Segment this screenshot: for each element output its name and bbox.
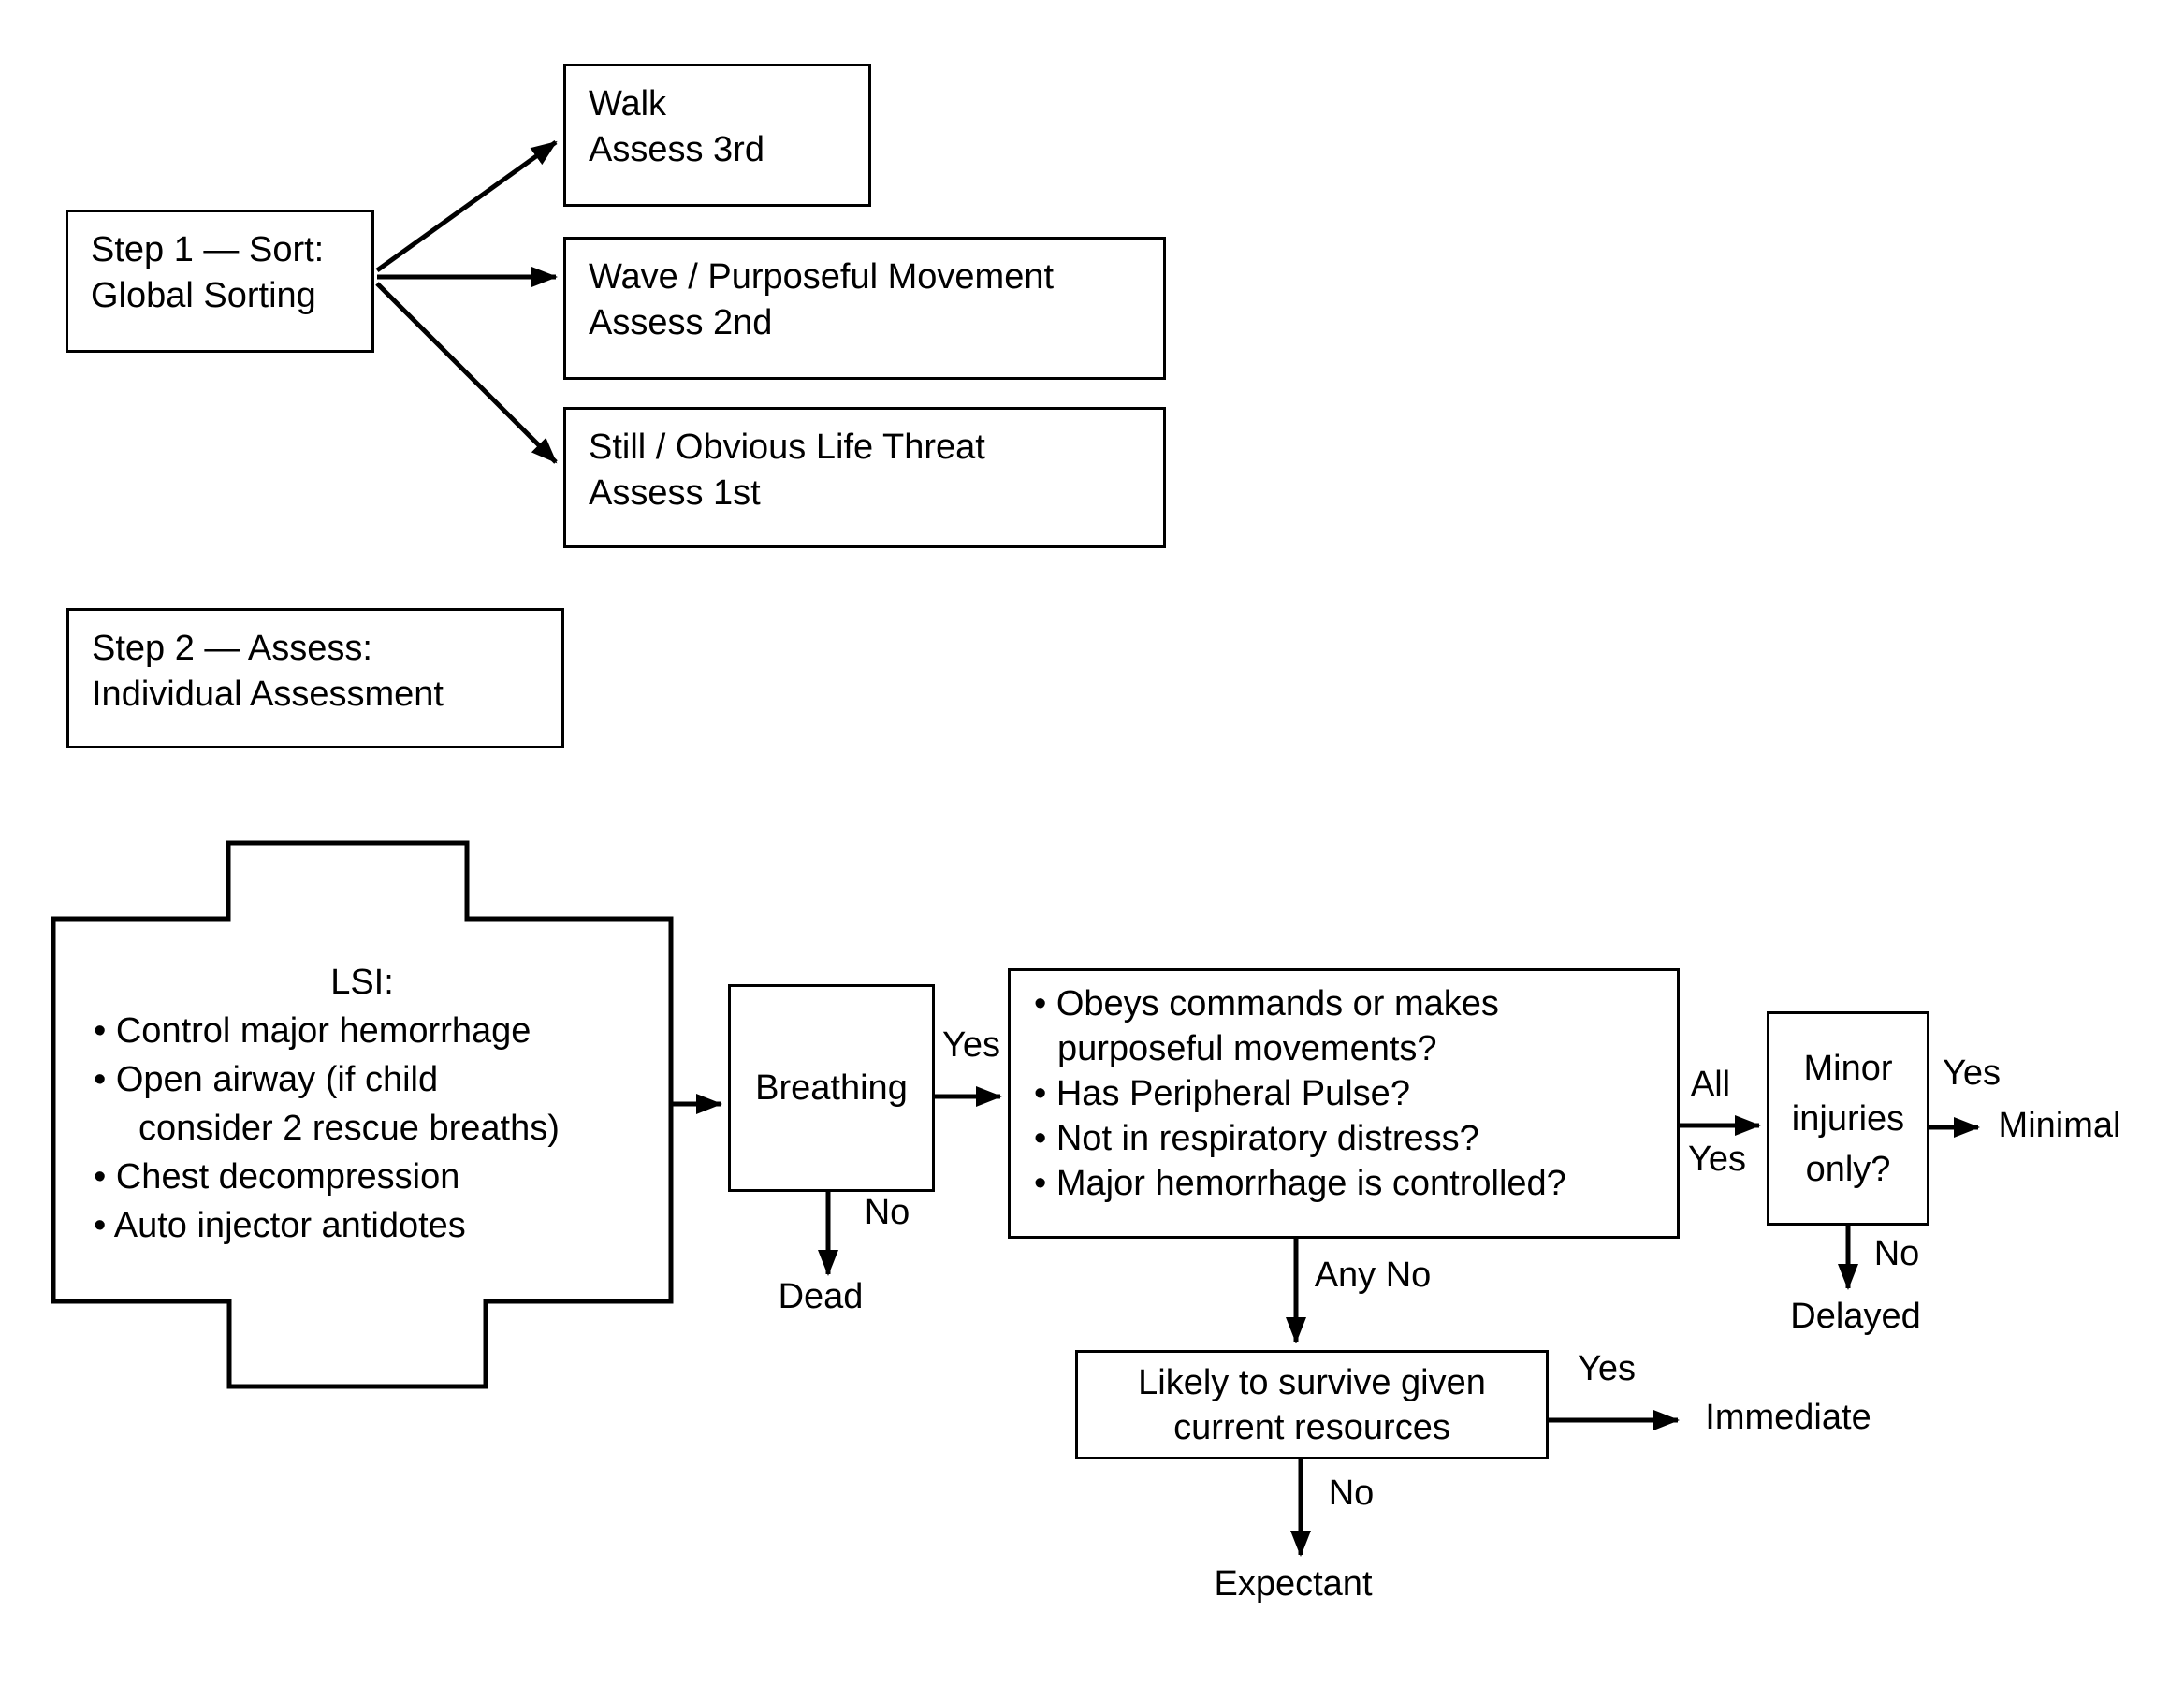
assessment-criteria-box xyxy=(1008,968,1680,1239)
likely-line1: Likely to survive given xyxy=(1138,1362,1486,1402)
wave-subtitle: Assess 2nd xyxy=(589,303,773,342)
minor-line1: Minor xyxy=(1803,1048,1893,1088)
criteria-item: • Has Peripheral Pulse? xyxy=(1034,1074,1410,1113)
outcome-expectant: Expectant xyxy=(1214,1564,1373,1604)
lsi-content xyxy=(72,958,652,1250)
walk-title: Walk xyxy=(589,84,667,123)
edge-label-likely-yes: Yes xyxy=(1578,1349,1636,1388)
breathing-decision-box xyxy=(728,984,935,1192)
edge-label-minor-yes: Yes xyxy=(1943,1053,2001,1093)
lsi-item: • Chest decompression xyxy=(94,1157,460,1197)
lsi-title: LSI: xyxy=(330,963,394,1002)
lsi-item-continuation: consider 2 rescue breaths) xyxy=(138,1109,560,1148)
edge-label-likely-no: No xyxy=(1328,1474,1375,1513)
edge-label-any-no: Any No xyxy=(1314,1256,1432,1295)
breathing-label: Breathing xyxy=(755,1067,908,1108)
still-subtitle: Assess 1st xyxy=(589,473,761,513)
still-title: Still / Obvious Life Threat xyxy=(589,428,985,467)
minor-injuries-decision-box xyxy=(1767,1011,1929,1226)
criteria-item-continuation: purposeful movements? xyxy=(1057,1029,1437,1068)
outcome-immediate: Immediate xyxy=(1705,1398,1871,1437)
walk-subtitle: Assess 3rd xyxy=(589,130,764,169)
lsi-item: • Open airway (if child xyxy=(94,1060,439,1099)
sort-target-wave-box xyxy=(563,237,1166,380)
edge-label-all-yes: Yes xyxy=(1688,1140,1746,1179)
step1-line2: Global Sorting xyxy=(91,276,316,315)
edge-label-breathing-no: No xyxy=(864,1193,910,1232)
edge-label-all: All xyxy=(1690,1065,1731,1104)
outcome-minimal: Minimal xyxy=(1998,1106,2121,1145)
arrow-step1-to-still xyxy=(377,283,556,462)
sort-target-still-box xyxy=(563,407,1166,548)
outcome-dead: Dead xyxy=(778,1277,864,1316)
criteria-item: • Obeys commands or makes xyxy=(1034,984,1499,1023)
step1-sort-box xyxy=(66,210,374,353)
step1-line1: Step 1 — Sort: xyxy=(91,230,325,269)
step2-line2: Individual Assessment xyxy=(92,675,444,714)
likely-line2: current resources xyxy=(1173,1407,1450,1447)
wave-title: Wave / Purposeful Movement xyxy=(589,257,1055,297)
minor-line3: only? xyxy=(1805,1149,1891,1189)
sort-target-walk-box xyxy=(563,64,871,207)
likely-to-survive-decision-box xyxy=(1075,1350,1549,1459)
arrow-step1-to-walk xyxy=(377,142,556,270)
criteria-item: • Major hemorrhage is controlled? xyxy=(1034,1164,1566,1203)
lsi-item: • Auto injector antidotes xyxy=(94,1206,466,1245)
edge-label-minor-no: No xyxy=(1873,1234,1920,1273)
edge-label-breathing-yes: Yes xyxy=(942,1025,1000,1065)
outcome-delayed: Delayed xyxy=(1790,1297,1921,1336)
step2-assess-box xyxy=(66,608,564,748)
step2-line1: Step 2 — Assess: xyxy=(92,629,372,668)
criteria-item: • Not in respiratory distress? xyxy=(1034,1119,1479,1158)
lsi-item: • Control major hemorrhage xyxy=(94,1011,531,1051)
minor-line2: injuries xyxy=(1791,1098,1905,1139)
